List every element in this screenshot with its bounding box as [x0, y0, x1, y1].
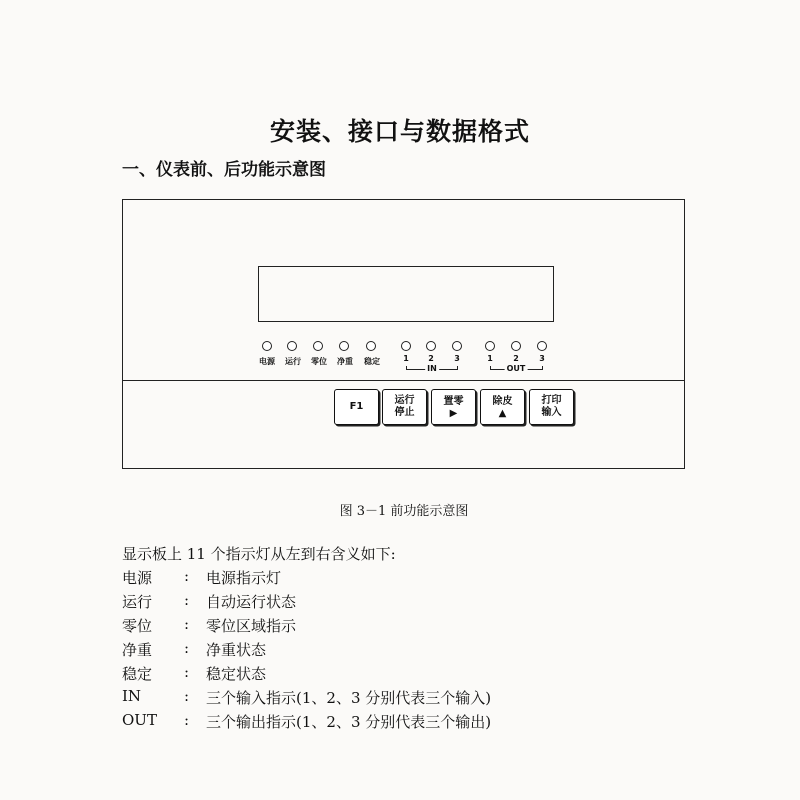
led-run-icon [287, 341, 297, 351]
led-in-1-icon [401, 341, 411, 351]
run-stop-button[interactable] [382, 389, 427, 425]
definition-term: 电源 [122, 569, 153, 587]
f1-button[interactable] [334, 389, 379, 425]
definition-term: 净重 [122, 641, 153, 659]
tare-up-button[interactable] [480, 389, 525, 425]
definition-desc: 零位区域指示 [206, 617, 297, 635]
led-zero-icon [313, 341, 323, 351]
out-number: 3 [539, 354, 545, 363]
definition-desc: 自动运行状态 [206, 593, 297, 611]
led-power-icon [262, 341, 272, 351]
definition-desc: 三个输出指示(1、2、3 分别代表三个输出) [206, 713, 492, 731]
led-stable-icon [366, 341, 376, 351]
definition-colon: : [184, 567, 190, 585]
indicator-label: 稳定 [364, 357, 380, 366]
definition-desc: 净重状态 [206, 641, 267, 659]
in-number: 3 [454, 354, 460, 363]
button-label: 置零 [443, 395, 464, 407]
section-heading: 一、仪表前、后功能示意图 [122, 160, 326, 180]
definition-term: IN [122, 687, 142, 705]
indicator-label: 零位 [311, 357, 327, 366]
led-net-icon [339, 341, 349, 351]
button-label: 除皮 [492, 395, 513, 407]
led-out-3-icon [537, 341, 547, 351]
front-panel-diagram [122, 199, 685, 469]
definition-term: 零位 [122, 617, 153, 635]
out-number: 2 [513, 354, 519, 363]
print-enter-button[interactable] [529, 389, 574, 425]
up-arrow-icon: ▲ [498, 407, 507, 419]
definition-colon: : [184, 663, 190, 681]
definition-desc: 电源指示灯 [206, 569, 282, 587]
definition-colon: : [184, 639, 190, 657]
out-label: OUT [506, 364, 526, 373]
page-title: 安装、接口与数据格式 [269, 117, 530, 146]
definition-colon: : [184, 615, 190, 633]
definition-colon: : [184, 687, 190, 705]
out-number: 1 [487, 354, 493, 363]
definition-term: OUT [122, 711, 157, 729]
definition-desc: 三个输入指示(1、2、3 分别代表三个输入) [206, 689, 492, 707]
definition-colon: : [184, 711, 190, 729]
in-label: IN [427, 364, 437, 373]
panel-divider [123, 380, 684, 381]
button-label: 停止 [394, 407, 415, 418]
led-out-2-icon [511, 341, 521, 351]
definition-colon: : [184, 591, 190, 609]
intro-text: 显示板上 11 个指示灯从左到右含义如下: [122, 545, 396, 563]
button-label: 输入 [541, 407, 562, 418]
figure-caption: 图 3－1 前功能示意图 [339, 504, 469, 519]
led-out-1-icon [485, 341, 495, 351]
definition-term: 稳定 [122, 665, 153, 683]
indicator-label: 净重 [337, 357, 353, 366]
right-arrow-icon: ▶ [449, 407, 458, 419]
in-number: 1 [403, 354, 409, 363]
led-in-3-icon [452, 341, 462, 351]
indicator-label: 电源 [259, 357, 275, 366]
definition-term: 运行 [122, 593, 153, 611]
button-label: 打印 [541, 395, 562, 406]
button-label: F1 [349, 401, 364, 412]
definition-desc: 稳定状态 [206, 665, 267, 683]
indicator-label: 运行 [285, 357, 301, 366]
in-number: 2 [428, 354, 434, 363]
zero-right-button[interactable] [431, 389, 476, 425]
lcd-display [258, 266, 554, 322]
button-label: 运行 [394, 395, 415, 406]
led-in-2-icon [426, 341, 436, 351]
